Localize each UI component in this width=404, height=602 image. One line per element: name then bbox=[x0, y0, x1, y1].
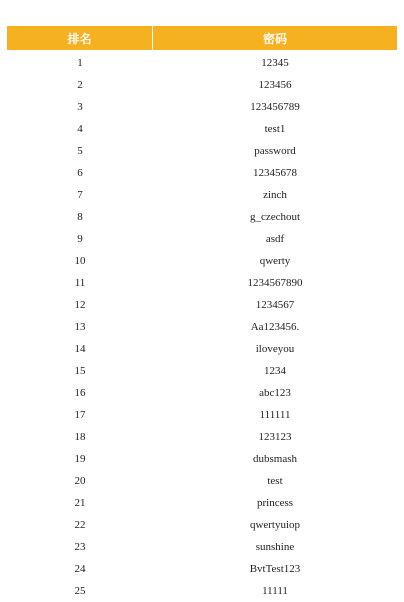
rank-cell: 2 bbox=[77, 79, 83, 91]
password-cell: qwerty bbox=[259, 255, 291, 267]
table-row bbox=[7, 316, 397, 338]
table-row bbox=[7, 228, 397, 250]
table-row bbox=[7, 140, 397, 162]
table-row bbox=[7, 360, 397, 382]
table-row bbox=[7, 338, 397, 360]
table-row bbox=[7, 206, 397, 228]
table-row bbox=[7, 184, 397, 206]
password-ranking-table bbox=[7, 26, 397, 602]
password-cell: 12345 bbox=[261, 57, 289, 69]
password-cell: asdf bbox=[265, 233, 285, 245]
table-row bbox=[7, 470, 397, 492]
password-cell: dubsmash bbox=[253, 453, 297, 465]
rank-cell: 10 bbox=[74, 255, 86, 267]
table-row bbox=[7, 426, 397, 448]
password-cell: 123456 bbox=[258, 79, 292, 91]
password-cell: 111111 bbox=[259, 409, 291, 421]
table-row bbox=[7, 382, 397, 404]
rank-cell: 21 bbox=[74, 497, 86, 509]
rank-cell: 6 bbox=[77, 167, 83, 179]
table-row bbox=[7, 536, 397, 558]
password-cell: password bbox=[254, 145, 296, 157]
rank-cell: 20 bbox=[74, 475, 86, 487]
table-row bbox=[7, 52, 397, 74]
rank-cell: 11 bbox=[74, 277, 86, 289]
password-cell: 1234 bbox=[264, 365, 286, 377]
table-row bbox=[7, 294, 397, 316]
rank-cell: 23 bbox=[74, 541, 86, 553]
rank-cell: 14 bbox=[74, 343, 86, 355]
table-row bbox=[7, 580, 397, 602]
rank-cell: 25 bbox=[74, 585, 86, 597]
password-cell: Aa123456. bbox=[250, 321, 300, 333]
rank-cell: 7 bbox=[77, 189, 83, 201]
password-cell: qwertyuiop bbox=[249, 519, 301, 531]
table-row bbox=[7, 558, 397, 580]
password-cell: 123456789 bbox=[250, 101, 300, 113]
table-row bbox=[7, 404, 397, 426]
rank-cell: 13 bbox=[74, 321, 86, 333]
rank-column-header: 排名 bbox=[7, 26, 153, 50]
password-cell: test bbox=[267, 475, 283, 487]
table-row bbox=[7, 96, 397, 118]
rank-cell: 1 bbox=[77, 57, 83, 69]
password-cell: 1234567890 bbox=[247, 277, 303, 289]
password-cell: BvtTest123 bbox=[249, 563, 301, 575]
rank-cell: 5 bbox=[77, 145, 83, 157]
password-column-header: 密码 bbox=[262, 31, 287, 46]
rank-cell: 3 bbox=[77, 101, 83, 113]
rank-cell: 16 bbox=[74, 387, 86, 399]
rank-cell: 12 bbox=[74, 299, 86, 311]
rank-cell: 9 bbox=[77, 233, 83, 245]
table-row bbox=[7, 250, 397, 272]
rank-cell: 4 bbox=[77, 123, 83, 135]
password-cell: princess bbox=[256, 497, 294, 509]
rank-cell: 17 bbox=[74, 409, 86, 421]
password-cell: 12345678 bbox=[253, 167, 297, 179]
password-cell: sunshine bbox=[255, 541, 295, 553]
password-cell: 123123 bbox=[258, 431, 292, 443]
table-row bbox=[7, 118, 397, 140]
password-cell: abc123 bbox=[259, 387, 291, 399]
password-cell: 1234567 bbox=[255, 299, 295, 311]
table-row bbox=[7, 272, 397, 294]
password-cell: g_czechout bbox=[249, 211, 301, 223]
rank-cell: 8 bbox=[77, 211, 83, 223]
password-cell: zinch bbox=[263, 189, 287, 201]
table-row bbox=[7, 448, 397, 470]
password-cell: 11111 bbox=[262, 585, 288, 597]
rank-cell: 18 bbox=[74, 431, 86, 443]
rank-cell: 22 bbox=[74, 519, 86, 531]
rank-cell: 24 bbox=[74, 563, 86, 575]
table-row bbox=[7, 514, 397, 536]
rank-cell: 15 bbox=[74, 365, 86, 377]
table-row bbox=[7, 162, 397, 184]
password-cell: iloveyou bbox=[255, 343, 295, 355]
password-cell: test1 bbox=[264, 123, 286, 135]
table-body bbox=[7, 52, 397, 602]
table-row bbox=[7, 74, 397, 96]
table-row bbox=[7, 492, 397, 514]
table-header bbox=[7, 26, 397, 50]
rank-cell: 19 bbox=[74, 453, 86, 465]
